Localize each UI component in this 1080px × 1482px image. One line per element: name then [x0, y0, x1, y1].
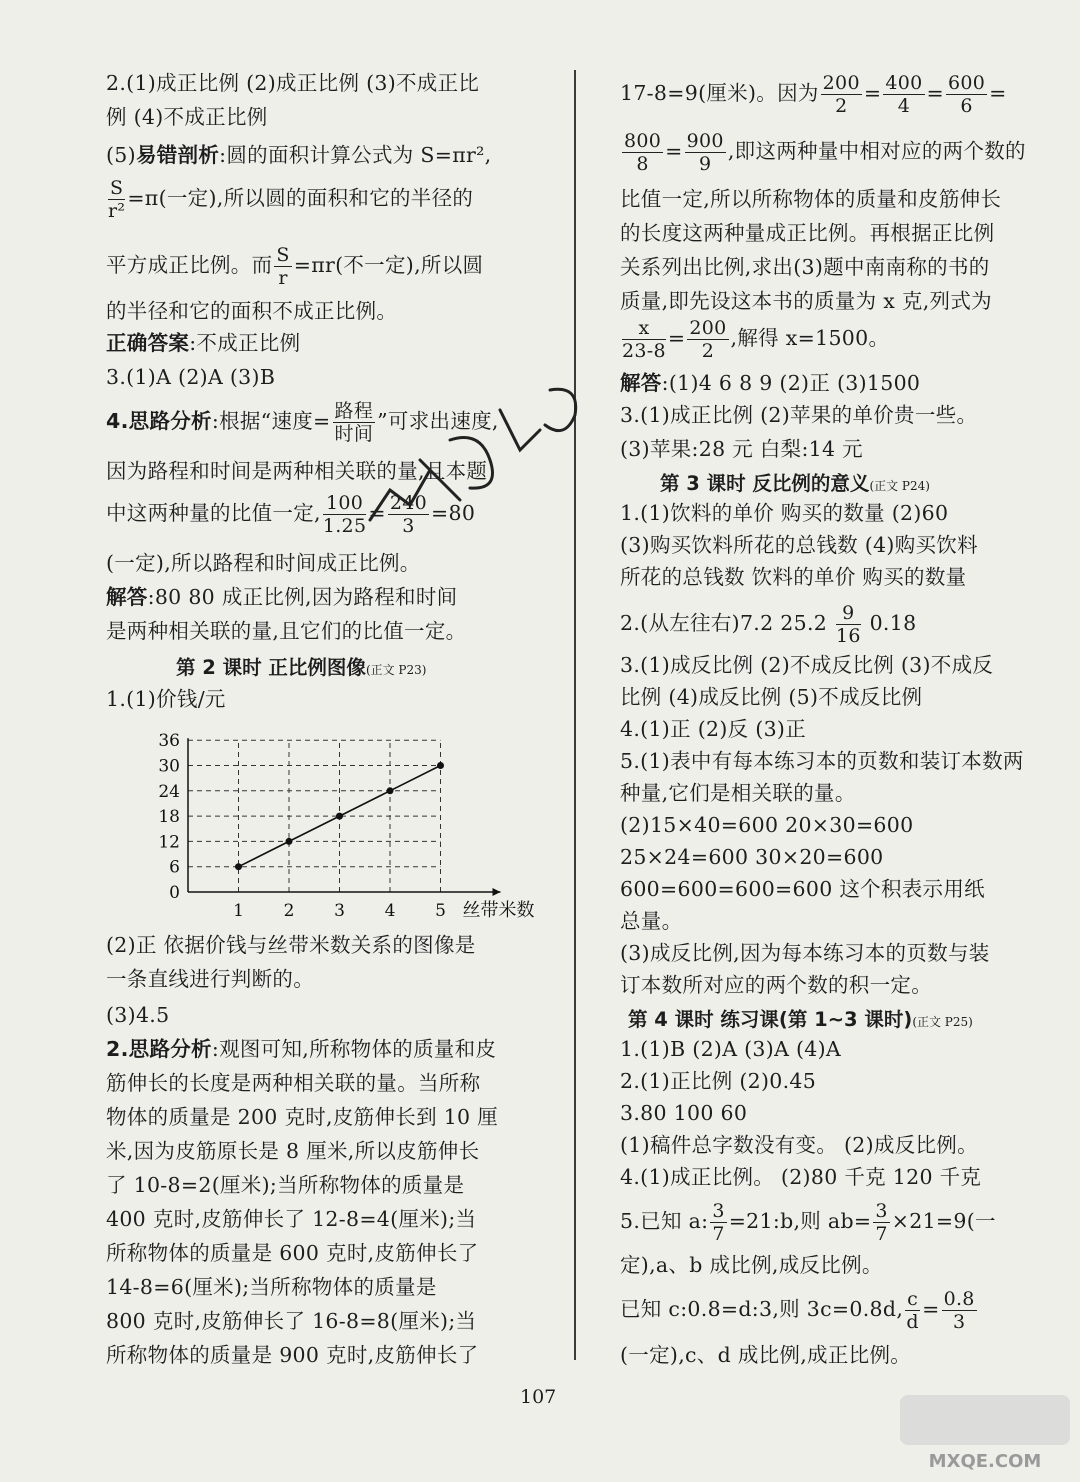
r-line2: $\frac{800}{8}$ = $\frac{900}{9}$ ,即这两种量中相对应的两个数的 — [624, 130, 1026, 175]
l3-q1-line1: 1.(1)饮料的单价 购买的数量 (2)60 — [620, 501, 949, 525]
q3-line: 3.(1)A (2)A (3)B — [106, 365, 276, 389]
lesson3-heading: 第 3 课时 反比例的意义(正文 P24) — [660, 472, 930, 495]
l3-q3-line1: 3.(1)成反比例 (2)不成反比例 (3)不成反 — [620, 653, 994, 677]
q4-line4: (一定),所以路程和时间成正比例。 — [106, 551, 421, 575]
q4-answer2: 是两种相关联的量,且它们的比值一定。 — [106, 619, 467, 643]
l2q1-line3: 一条直线进行判断的。 — [106, 967, 314, 991]
q4-answer1: 解答:80 80 成正比例,因为路程和时间 — [106, 585, 458, 609]
lesson2-heading: 第 2 课时 正比例图像(正文 P23) — [176, 656, 427, 679]
fraction: $\frac{800}{8}$ — [624, 130, 662, 175]
q2-line6: 的半径和它的面积不成正比例。 — [106, 299, 398, 323]
y-tick-label: 12 — [158, 832, 180, 853]
r-line4: 的长度这两种量成正比例。再根据正比例 — [620, 221, 995, 245]
fraction: $\frac{600}{6}$ — [947, 72, 986, 117]
l3-q5-line5: 600=600=600=600 这个积表示用纸 — [620, 877, 985, 901]
fraction: $\frac{200}{2}$ — [822, 72, 860, 117]
l3-q5-line3: (2)15×40=600 20×30=600 — [620, 813, 914, 837]
data-point — [437, 762, 444, 769]
l2q2-line2: 筋伸长的长度是两种相关联的量。当所称 — [106, 1071, 481, 1095]
l3-q5-line4: 25×24=600 30×20=600 — [620, 845, 884, 869]
q2-line2: 例 (4)不成正比例 — [106, 105, 268, 129]
l2q2-line10: 所称物体的质量是 900 克时,皮筋伸长了 — [106, 1343, 479, 1367]
x-tick-label: 4 — [384, 901, 396, 921]
l4-q1-line: 1.(1)B (2)A (3)A (4)A — [620, 1037, 842, 1061]
l4-q2-line: 2.(1)正比例 (2)0.45 — [620, 1069, 817, 1093]
l3-q5-line2: 种量,它们是相关联的量。 — [620, 781, 856, 805]
r-line7: $\frac{x}{23-8}$ = $\frac{200}{2}$ ,解得 x=1500。 — [622, 317, 890, 362]
handwritten-scribble — [350, 370, 610, 550]
fraction: $\frac{S}{r}$ — [276, 244, 290, 289]
column-divider — [574, 70, 576, 1360]
y-tick-label: 0 — [169, 883, 180, 903]
y-tick-label: 6 — [169, 857, 180, 878]
data-point — [336, 813, 343, 820]
l2q2-line7: 所称物体的质量是 600 克时,皮筋伸长了 — [106, 1241, 479, 1265]
l4-q5-line1: 5.已知 a: $\frac{3}{7}$ =21:b,则 ab= $\frac{3}{7}$ ×21=9(一 — [620, 1200, 996, 1245]
l4-q4-line: 4.(1)成正比例。 (2)80 千克 120 千克 — [620, 1165, 982, 1189]
q2-line3: (5)易错剖析:圆的面积计算公式为 S=πr², — [106, 143, 492, 167]
l3-q1-line3: 所花的总钱数 饮料的单价 购买的数量 — [620, 565, 967, 589]
y-tick-label: 36 — [158, 731, 180, 752]
l2q1-line2: (2)正 依据价钱与丝带米数关系的图像是 — [106, 933, 476, 957]
q4-line3: 中这两种量的比值一定, $\frac{100}{1.25}$ = $\frac{240}{3}$ =80 — [106, 492, 476, 537]
x-axis-arrow — [493, 888, 501, 896]
l4-q5-line3: 已知 c:0.8=d:3,则 3c=0.8d, $\frac{c}{d}$ = $\frac{0.8}{3}$ — [620, 1288, 975, 1333]
data-point — [286, 838, 293, 845]
q4-line1: 4.思路分析:根据“速度= $\frac{\text{路程}}{\text{时间}}$ ”可求出速度, — [106, 400, 499, 445]
r-answer: 解答:(1)4 6 8 9 (2)正 (3)1500 — [620, 371, 921, 395]
l2q1-line4: (3)4.5 — [106, 1003, 170, 1027]
l3-q3-line2: 比例 (4)成反比例 (5)不成反比例 — [620, 685, 923, 709]
r-line5: 关系列出比例,求出(3)题中南南称的书的 — [620, 255, 990, 279]
fraction: $\frac{240}{3}$ — [389, 492, 427, 537]
fraction: $\frac{x}{23-8}$ — [622, 317, 666, 362]
x-tick-label: 1 — [233, 901, 244, 921]
y-tick-label: 30 — [158, 756, 180, 777]
l3-q4-line: 4.(1)正 (2)反 (3)正 — [620, 717, 807, 741]
watermark-text: MXQE.COM — [928, 1451, 1042, 1472]
fraction: $\frac{400}{4}$ — [885, 72, 923, 117]
l4-q5-line4: (一定),c、d 成比例,成正比例。 — [620, 1343, 912, 1367]
x-tick-label: 5 — [435, 901, 446, 921]
fraction: $\frac{900}{9}$ — [686, 130, 724, 175]
l4-q5-line2: 定),a、b 成比例,成反比例。 — [620, 1253, 883, 1277]
q2-line1: 2.(1)成正比例 (2)成正比例 (3)不成正比 — [106, 71, 480, 95]
data-point — [235, 863, 242, 870]
l2q2-line1: 2.思路分析:观图可知,所称物体的质量和皮 — [106, 1037, 497, 1061]
l4-q3-line1: 3.80 100 60 — [620, 1101, 748, 1125]
lesson4-heading: 第 4 课时 练习课(第 1~3 课时)(正文 P25) — [628, 1008, 973, 1031]
x-tick-label: 3 — [334, 901, 345, 921]
l3-q2-line: 2.(从左往右)7.2 25.2 $\frac{9}{16}$ 0.18 — [620, 602, 917, 647]
l2q1-line1: 1.(1)价钱/元 — [106, 687, 226, 711]
q2-line5: 平方成正比例。而 $\frac{S}{r}$ =πr(不一定),所以圆 — [106, 244, 484, 289]
r-line1: 17-8=9(厘米)。因为 $\frac{200}{2}$ = $\frac{400}{4}$ = $\frac{600}{6}$ = — [620, 72, 1007, 117]
l3-q5-line7: (3)成反比例,因为每本练习本的页数与装 — [620, 941, 990, 965]
fraction: $\frac{3}{7}$ — [875, 1200, 888, 1245]
l3-q5-line8: 订本数所对应的两个数的积一定。 — [620, 973, 932, 997]
x-axis-label: 丝带米数 — [462, 900, 535, 921]
fraction: $\frac{200}{2}$ — [689, 317, 727, 362]
q2-answer: 正确答案:不成正比例 — [106, 331, 301, 355]
l2q2-line9: 800 克时,皮筋伸长了 16-8=8(厘米);当 — [106, 1309, 477, 1333]
fraction: $\frac{3}{7}$ — [712, 1200, 725, 1245]
fraction: $\frac{100}{1.25}$ — [322, 492, 367, 537]
watermark-logo — [900, 1395, 1070, 1475]
page-number: 107 — [520, 1386, 557, 1408]
data-point — [387, 787, 394, 794]
q4-line2: 因为路程和时间是两种相关联的量,且本题 — [106, 459, 488, 483]
l3-q5-line1: 5.(1)表中有每本练习本的页数和装订本数两 — [620, 749, 1024, 773]
fraction: $\frac{S}{\text{r²}}$ — [108, 177, 126, 222]
r-q3-line2: (3)苹果:28 元 白梨:14 元 — [620, 437, 863, 461]
l3-q5-line6: 总量。 — [620, 909, 683, 933]
l2q2-line8: 14-8=6(厘米);当所称物体的质量是 — [106, 1275, 437, 1299]
x-tick-label: 2 — [283, 901, 295, 921]
fraction: $\frac{c}{d}$ — [906, 1288, 919, 1333]
l3-q1-line2: (3)购买饮料所花的总钱数 (4)购买饮料 — [620, 533, 978, 557]
y-tick-label: 18 — [158, 807, 180, 828]
y-tick-label: 24 — [158, 781, 180, 802]
r-line6: 质量,即先设这本书的质量为 x 克,列式为 — [620, 289, 992, 313]
r-q3-line1: 3.(1)成正比例 (2)苹果的单价贵一些。 — [620, 403, 978, 427]
l2q2-line6: 400 克时,皮筋伸长了 12-8=4(厘米);当 — [106, 1207, 477, 1231]
r-line3: 比值一定,所以所称物体的质量和皮筋伸长 — [620, 187, 1002, 211]
fraction: $\frac{0.8}{3}$ — [943, 1288, 975, 1333]
q2-line4: $\frac{S}{\text{r²}}$ =π(一定),所以圆的面积和它的半径的 — [108, 177, 474, 222]
l2q2-line3: 物体的质量是 200 克时,皮筋伸长到 10 厘 — [106, 1105, 498, 1129]
fraction: $\frac{\text{路程}}{\text{时间}}$ — [334, 400, 374, 445]
price-line-chart — [126, 722, 586, 932]
fraction: $\frac{9}{16}$ — [835, 602, 861, 647]
l2q2-line5: 了 10-8=2(厘米);当所称物体的质量是 — [106, 1173, 465, 1197]
l2q2-line4: 米,因为皮筋原长是 8 厘米,所以皮筋伸长 — [106, 1139, 480, 1163]
l4-q3-line2: (1)稿件总字数没有变。 (2)成反比例。 — [620, 1133, 978, 1157]
